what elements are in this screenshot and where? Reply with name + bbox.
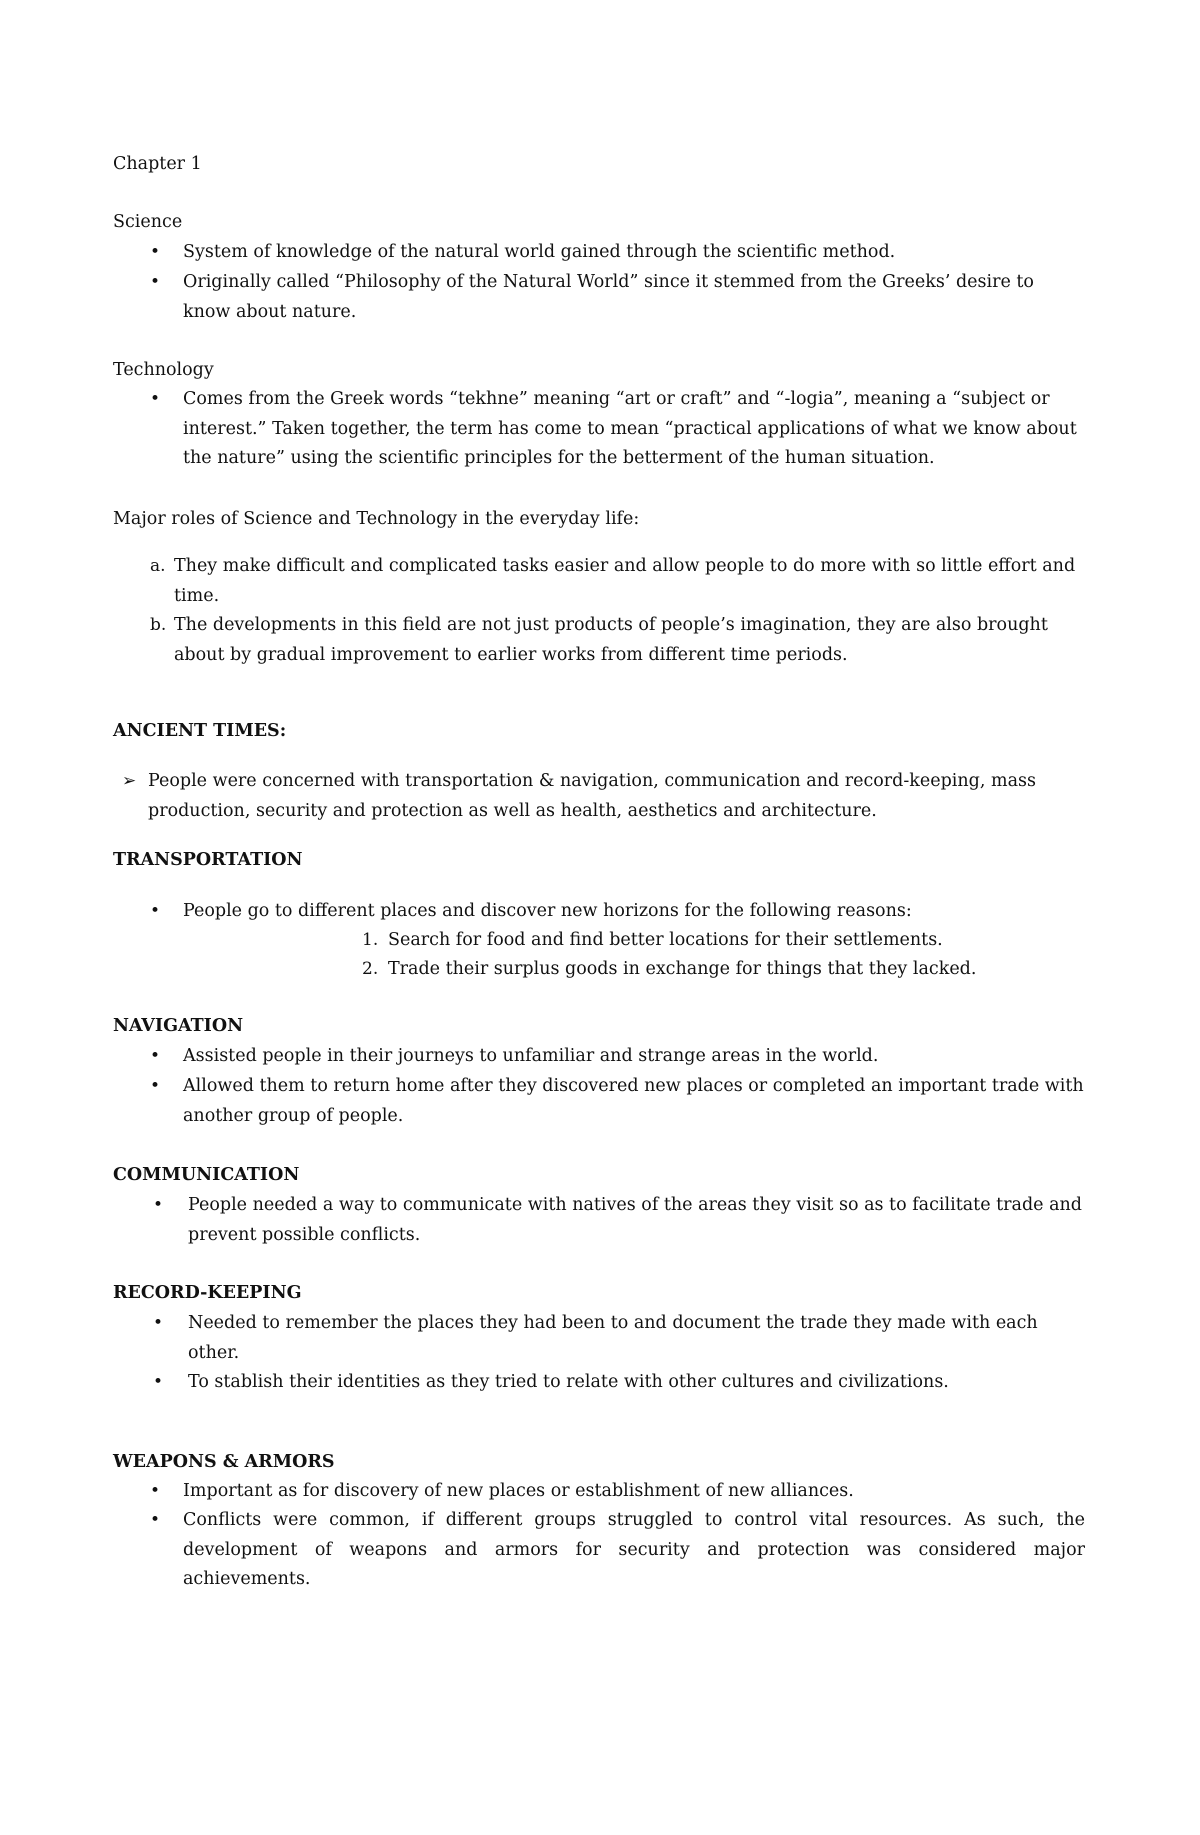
item-marker: b. [150,615,167,635]
item-marker: 1. [362,930,379,950]
weapons-bullet-1-text: Important as for discovery of new places or establishment of new alliances. [183,1481,854,1501]
bullet-icon: • [150,272,161,292]
arrow-bullet-icon: ➢ [122,771,137,791]
record-keeping-bullet-2 [153,1368,1085,1398]
technology-bullet-1 [150,385,1085,474]
navigation-heading: NAVIGATION [113,1016,244,1036]
bullet-icon: • [153,1313,164,1333]
weapons-heading: WEAPONS & ARMORS [113,1452,335,1472]
technology-heading: Technology [113,360,214,380]
item-marker: 2. [362,959,379,979]
transportation-bullet-text: People go to different places and discover new horizons for the following reasons: [183,901,912,921]
bullet-icon: • [153,1195,164,1215]
bullet-icon: • [150,901,161,921]
transportation-heading: TRANSPORTATION [113,850,303,870]
communication-bullet-1 [153,1191,1085,1250]
transportation-numbered-2 [362,955,1085,985]
bullet-icon: • [153,1372,164,1392]
communication-bullet-1-text: People needed a way to communicate with natives of the areas they visit so as to facilitate trade and prevent possible conflicts. [188,1195,1082,1245]
record-keeping-heading: RECORD-KEEPING [113,1283,302,1303]
bullet-icon: • [150,389,161,409]
bullet-icon: • [150,1510,161,1530]
transportation-numbered-1-text: Search for food and find better locations for their settlements. [388,930,943,950]
ancient-times-item [122,767,1085,826]
record-keeping-bullet-1 [153,1309,1085,1368]
communication-heading: COMMUNICATION [113,1165,300,1185]
major-roles-item-b-text: The developments in this field are not just products of people’s imagination, they are also brought about by gradual improvement to earlier works from different time periods. [174,615,1048,665]
major-roles-heading: Major roles of Science and Technology in the everyday life: [113,509,640,529]
bullet-icon: • [150,1046,161,1066]
navigation-bullet-2-text: Allowed them to return home after they discovered new places or completed an important trade with another group of people. [183,1076,1084,1126]
bullet-icon: • [150,1076,161,1096]
ancient-times-heading: ANCIENT TIMES: [113,721,287,741]
major-roles-item-b [150,611,1085,670]
major-roles-item-a [150,552,1085,611]
technology-bullet-1-text: Comes from the Greek words “tekhne” meaning “art or craft” and “-logia”, meaning a “subject or interest.” Taken together, the term has come to mean “practical applications of what we know about the nature” using the scientific principles for the betterment of the human situation. [183,389,1077,468]
bullet-icon: • [150,242,161,262]
transportation-numbered-2-text: Trade their surplus goods in exchange for things that they lacked. [388,959,977,979]
science-bullet-1-text: System of knowledge of the natural world gained through the scientific method. [183,242,896,262]
record-keeping-bullet-1-text: Needed to remember the places they had been to and document the trade they made with each other. [188,1313,1038,1363]
weapons-bullet-1 [150,1477,1085,1507]
weapons-bullet-2 [150,1506,1085,1595]
navigation-bullet-1-text: Assisted people in their journeys to unfamiliar and strange areas in the world. [183,1046,879,1066]
science-bullet-2 [150,268,1085,327]
ancient-times-item-text: People were concerned with transportation & navigation, communication and record-keeping, mass production, security and protection as well as health, aesthetics and architecture. [148,771,1036,821]
bullet-icon: • [150,1481,161,1501]
record-keeping-bullet-2-text: To stablish their identities as they tried to relate with other cultures and civilizations. [188,1372,949,1392]
navigation-bullet-2 [150,1072,1085,1131]
science-bullet-1 [150,238,1085,268]
science-heading: Science [113,212,183,232]
science-bullet-2-text: Originally called “Philosophy of the Natural World” since it stemmed from the Greeks’ desire to know about nature. [183,272,1034,322]
chapter-title: Chapter 1 [113,154,202,174]
major-roles-item-a-text: They make difficult and complicated tasks easier and allow people to do more with so little effort and time. [174,556,1076,606]
item-marker: a. [150,556,166,576]
weapons-bullet-2-text: Conflicts were common, if different groups struggled to control vital resources. As such, the development of weapons and armors for security and protection was considered major achievements. [183,1510,1085,1589]
transportation-numbered-1 [362,926,1085,956]
navigation-bullet-1 [150,1042,1085,1072]
transportation-bullet [150,897,1085,927]
